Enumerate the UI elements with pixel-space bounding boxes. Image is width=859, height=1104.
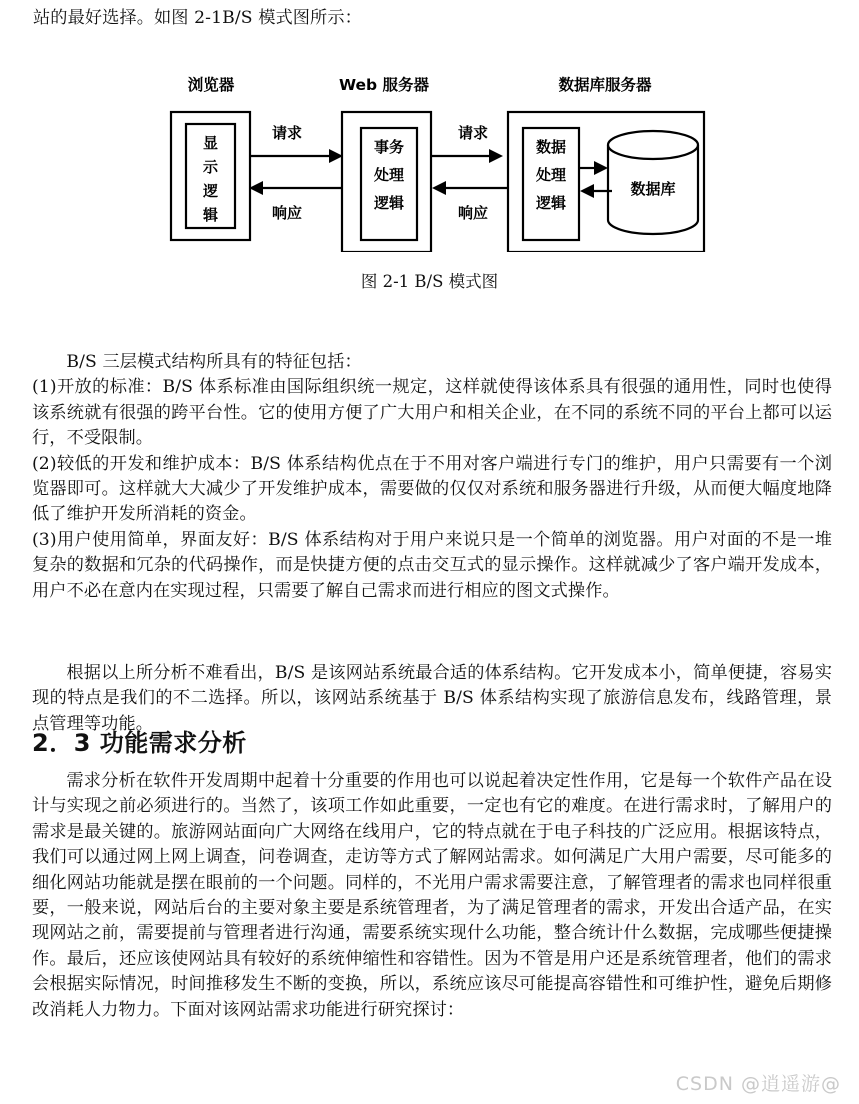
svg-text:处理: 处理 [535,166,566,184]
conclusion-paragraph: 根据以上所分析不难看出，B/S 是该网站系统最合适的体系结构。它开发成本小，简单便捷，容易实现的特点是我们的不二选择。所以，该网站系统基于 B/S 体系结构实现了旅游信息发布，线路管理，景点管理等功能。 [32,663,832,734]
arrow-label-request-1: 请求 [271,124,302,142]
arrow-db-to-logic-head [580,184,594,198]
requirements-paragraph: 需求分析在软件开发周期中起着十分重要的作用也可以说起着决定性作用，它是每一个软件产品在设计与实现之前必须进行的。当然了，该项工作如此重要，一定也有它的难度。在进行需求时，了解用户的需求是最关键的。旅游网站面向广大网络在线用户，它的特点就在于电子科技的广泛应用。根据该特点，我们可以通过网上网上调查，问卷调查，走访等方式了解网站需求。如何满足广大用户需要，尽可能多的细化网站功能就是摆在眼前的一个问题。同样的，不光用户需求需要注意，了解管理者的需求也同样很重要，一般来说，网站后台的主要对象主要是系统管理者，为了满足管理者的需求，开发出合适产品，在实现网站之前，需要提前与管理者进行沟通，需要系统实现什么功能，整合统计什么数据，完成哪些便捷操作。最后，还应该使网站具有较好的系统伸缩性和容错性。因为不管是用户还是系统管理者，他们的需求会根据实际情况，时间推移发生不断的变换，所以，系统应该尽可能提高容错性和可维护性，避免后期修改消耗人力物力。下面对该网站需求功能进行研究探讨： [32,771,832,1020]
svg-text:显: 显 [202,134,218,152]
svg-text:示: 示 [202,158,218,176]
arrow-logic-to-db-head [594,161,608,175]
feature-item-2: (2)较低的开发和维护成本：B/S 体系结构优点在于不用对客户端进行专门的维护，用户只需要有一个浏览器即可。这样就大大减少了开发维护成本，需要做的仅仅对系统和服务器进行升级，从而便大幅度地降低了维护开发所消耗的资金。 [32,453,832,525]
web-server-title: Web 服务器 [338,76,429,94]
figure-caption: 图 2-1 B/S 模式图 [360,272,499,291]
section-heading-2-3: 2．3 功能需求分析 [32,729,247,757]
browser-title: 浏览器 [187,76,234,94]
db-server-title: 数据库服务器 [557,76,652,94]
features-block [32,350,832,604]
arrow-web-to-browser-head [249,181,263,195]
feature-item-3: (3)用户使用简单，界面友好：B/S 体系结构对于用户来说只是一个简单的浏览器。用户对面的不是一堆复杂的数据和冗杂的代码操作，而是快捷方便的点击交互式的显示操作。这样就减少了客户端开发成本，用户不必在意内在实现过程，只需要了解自己需求而进行相应的图文式操作。 [32,529,832,601]
arrow-web-to-db-head [489,149,503,163]
svg-text:事务: 事务 [373,138,404,156]
requirements-block [32,769,832,1023]
web-server-inner-label [372,138,404,212]
db-logic-label [534,138,566,212]
intro-paragraph [33,6,833,31]
arrow-label-request-2: 请求 [457,124,488,142]
browser-inner-label [201,134,218,224]
arrow-db-to-web-head [432,181,446,195]
arrow-browser-to-web-head [329,149,343,163]
svg-text:处理: 处理 [373,166,404,184]
svg-text:逻辑: 逻辑 [535,194,566,212]
svg-text:逻: 逻 [202,182,218,200]
csdn-watermark: CSDN @逍遥游@ [675,1073,841,1095]
features-intro: B/S 三层模式结构所具有的特征包括： [66,352,362,372]
arrow-label-response-1: 响应 [271,204,302,222]
svg-text:辑: 辑 [202,206,218,224]
intro-line-text: 站的最好选择。如图 2-1B/S 模式图所示： [33,8,362,28]
bs-mode-diagram [150,72,710,252]
database-cylinder-label: 数据库 [629,180,676,198]
feature-item-1: (1)开放的标准：B/S 体系标准由国际组织统一规定，这样就使得该体系具有很强的通用性，同时也使得该系统就有很强的跨平台性。它的使用方便了广大用户和相关企业，在不同的系统不同的平台上都可以运行，不受限制。 [32,377,832,449]
svg-text:数据: 数据 [535,138,566,156]
svg-text:逻辑: 逻辑 [373,194,404,212]
arrow-label-response-2: 响应 [457,204,488,222]
